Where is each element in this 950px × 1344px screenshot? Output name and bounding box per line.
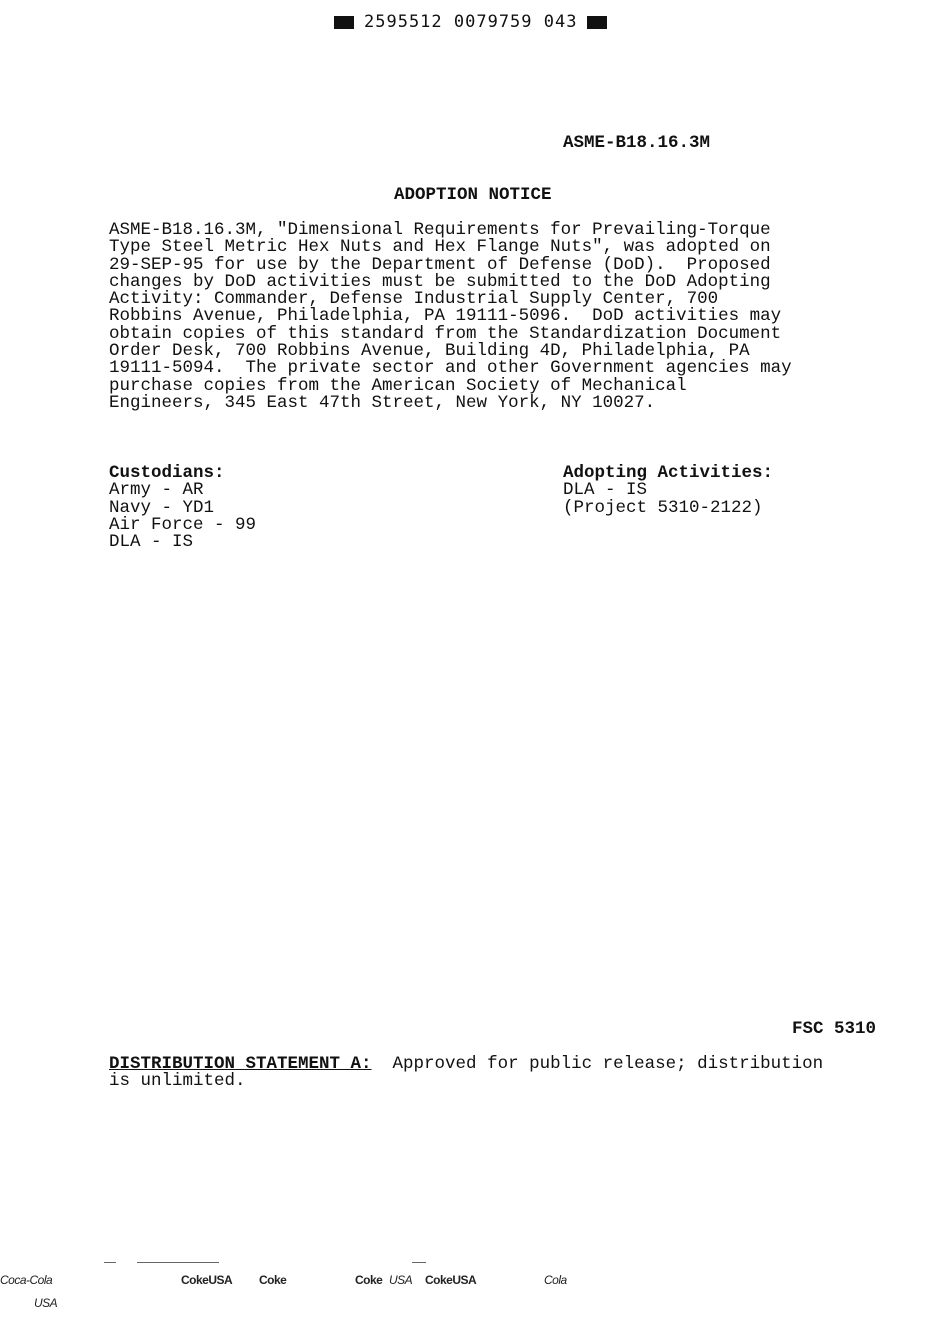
cola-logo: Cola: [544, 1273, 567, 1287]
body-line: purchase copies from the American Society of Mechanical: [109, 375, 687, 396]
document-id: ASME-B18.16.3M: [563, 133, 711, 153]
custodian-item: DLA - IS: [109, 532, 194, 553]
custodians-heading: Custodians:: [109, 463, 225, 483]
body-line: Engineers, 345 East 47th Street, New York, NY 10027.: [109, 392, 656, 413]
coca-cola-logo: Coca-Cola: [0, 1273, 53, 1287]
cokeusa-logo: CokeUSA: [181, 1273, 233, 1287]
cokeusa-logo: CokeUSA: [425, 1273, 477, 1287]
body-line: 19111-5094. The private sector and other Government agencies may: [109, 358, 792, 379]
distribution-text: Approved for public release; distribution: [371, 1054, 824, 1074]
usa-logo: USA: [389, 1273, 413, 1287]
adopting-item: (Project 5310-2122): [563, 497, 763, 518]
body-line: ASME-B18.16.3M, "Dimensional Requirements for Prevailing-Torque: [109, 220, 771, 240]
custodians-block: [109, 465, 256, 551]
body-line: obtain copies of this standard from the Standardization Document: [109, 323, 782, 344]
body-line: changes by DoD activities must be submitted to the DoD Adopting: [109, 271, 771, 292]
barcode-block-right: [587, 16, 607, 29]
footer-rule: [104, 1262, 116, 1263]
adopting-block: [563, 465, 773, 517]
footer-rule: [412, 1262, 426, 1263]
footer-rule: [137, 1262, 219, 1263]
distribution-label: DISTRIBUTION STATEMENT A:: [109, 1054, 372, 1074]
coke-logo: Coke: [259, 1273, 287, 1287]
barcode-strip: [334, 12, 607, 32]
body-line: Order Desk, 700 Robbins Avenue, Building 4D, Philadelphia, PA: [109, 341, 750, 362]
adopting-heading: Adopting Activities:: [563, 463, 774, 483]
barcode-block-left: [334, 16, 354, 29]
notice-title: ADOPTION NOTICE: [394, 185, 552, 205]
coke-logo: Coke: [355, 1273, 383, 1287]
body-line: Type Steel Metric Hex Nuts and Hex Flange Nuts", was adopted on: [109, 237, 771, 258]
barcode-text: 2595512 0079759 043: [364, 12, 578, 32]
body-line: Activity: Commander, Defense Industrial Supply Center, 700: [109, 289, 719, 310]
body-line: Robbins Avenue, Philadelphia, PA 19111-5096. DoD activities may: [109, 306, 782, 327]
body-line: 29-SEP-95 for use by the Department of Defense (DoD). Proposed: [109, 254, 771, 275]
adopting-item: DLA - IS: [563, 480, 648, 501]
fsc-code: FSC 5310: [792, 1019, 877, 1039]
distribution-statement: [109, 1056, 823, 1091]
custodian-item: Army - AR: [109, 480, 204, 501]
custodian-item: Navy - YD1: [109, 497, 215, 518]
distribution-text-line2: is unlimited.: [109, 1071, 246, 1092]
usa-logo: USA: [34, 1296, 58, 1310]
notice-body: [109, 222, 792, 412]
custodian-item: Air Force - 99: [109, 514, 257, 535]
